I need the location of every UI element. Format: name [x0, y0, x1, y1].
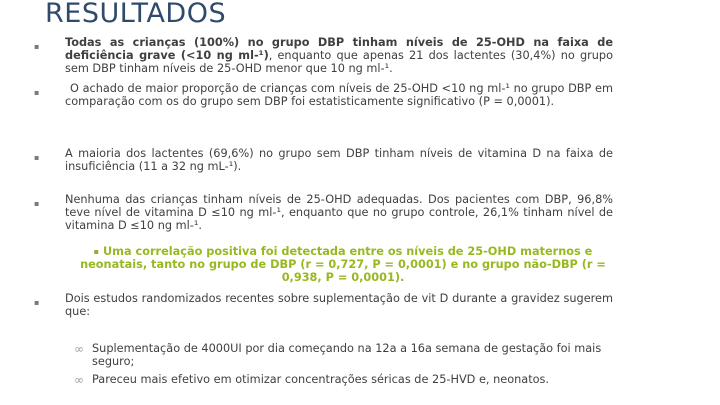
bullet-icon: ▪	[34, 42, 40, 51]
paragraph-1-rest: , enquanto que apenas 21 dos lactentes (30,4%) no grupo sem DBP tinham níveis de 25-OHD menor que 10 ng ml-¹.	[65, 49, 614, 75]
infinity-bullet-icon: ∞	[74, 342, 84, 356]
slide-title: RESULTADOS	[45, 0, 227, 29]
paragraph-2: O achado de maior proporção de crianças com níveis de 25-OHD <10 ng ml-¹ no grupo DBP em comparação com os do grupo sem DBP foi estatisticamente significativo (P = 0,0001).	[65, 82, 613, 108]
paragraph-3: A maioria dos lactentes (69,6%) no grupo sem DBP tinham níveis de vitamina D na faixa de insuficiência (11 a 32 ng mL-¹).	[65, 147, 613, 173]
list-item: Suplementação de 4000UI por dia começando na 12a a 16a semana de gestação foi mais seguro;	[92, 342, 602, 368]
bullet-icon: ▪	[34, 88, 40, 97]
paragraph-4-subpoint-text: Uma correlação positiva foi detectada entre os níveis de 25-OHD maternos e neonatais, tanto no grupo de DBP (r = 0,727, P = 0,0001) e no grupo não-DBP (r = 0,938, P = 0,0001).	[80, 245, 606, 284]
paragraph-4: Nenhuma das crianças tinham níveis de 25-OHD adequadas. Dos pacientes com DBP, 96,8% teve nível de vitamina D ≤10 ng ml-¹, enquanto que no grupo controle, 26,1% tinham nível de vitamina D ≤10 ng ml-¹.	[65, 193, 613, 232]
paragraph-5: Dois estudos randomizados recentes sobre suplementação de vit D durante a gravidez sugerem que:	[65, 292, 613, 318]
bullet-icon: ▪	[34, 199, 40, 208]
paragraph-1-bold: Todas as crianças (100%) no grupo DBP tinham níveis de 25-OHD na faixa de deficiência grave (<10 ng ml-¹)	[65, 36, 613, 62]
list-item: Pareceu mais efetivo em otimizar concentrações séricas de 25-HVD e, neonatos.	[92, 373, 550, 386]
bullet-icon: ▪	[34, 153, 40, 162]
sub-bullet-icon: ▪	[93, 247, 100, 256]
paragraph-1	[65, 36, 613, 75]
bullet-icon: ▪	[34, 298, 40, 307]
infinity-bullet-icon: ∞	[74, 373, 84, 387]
paragraph-4-subpoint	[70, 245, 616, 284]
